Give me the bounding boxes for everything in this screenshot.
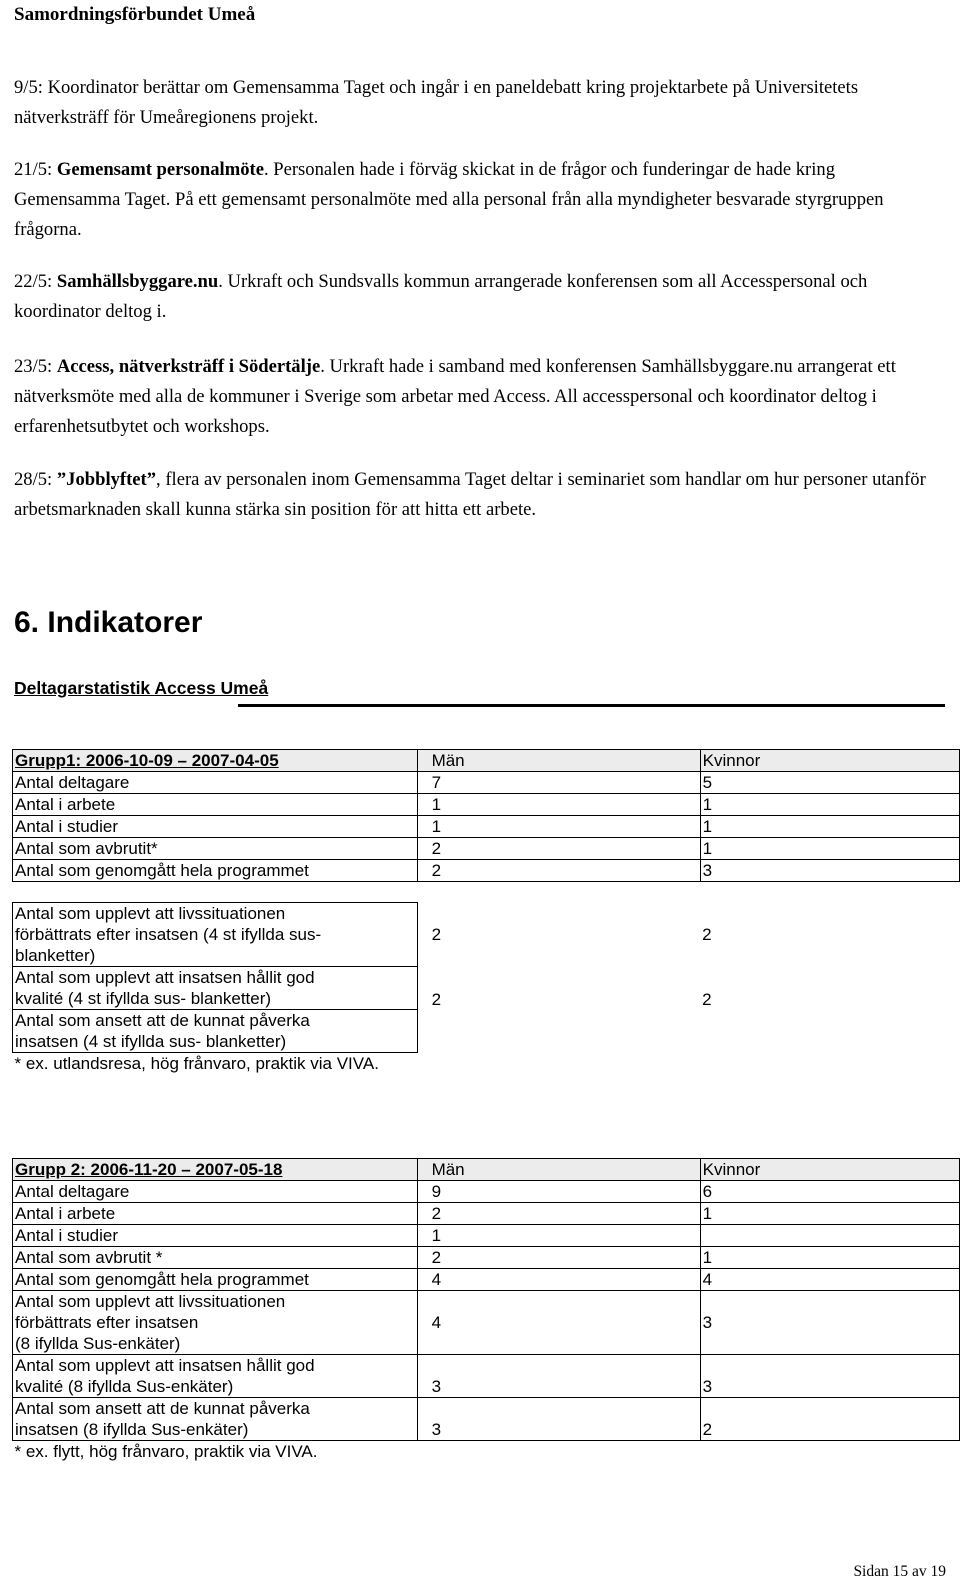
column-header-women: Kvinnor <box>700 750 959 772</box>
row-label: Antal deltagare <box>13 772 418 794</box>
paragraph-bold-title: Samhällsbyggare.nu <box>56 271 219 292</box>
column-header-women: Kvinnor <box>700 1159 959 1181</box>
row-label-line: insatsen (8 ifyllda Sus-enkäter) <box>15 1420 249 1439</box>
cell-women: 1 <box>700 1247 959 1269</box>
cell-men: 2 <box>417 860 700 882</box>
row-label-line: förbättrats efter insatsen (4 st ifyllda sus- <box>15 925 322 944</box>
row-label: Antal i studier <box>13 1225 418 1247</box>
cell-women: 1 <box>700 1203 959 1225</box>
row-label-line: blanketter) <box>15 946 96 965</box>
row-label-line: Antal som upplevt att livssituationen <box>15 904 286 923</box>
cell-men: 4 <box>417 1291 700 1355</box>
section-subheading: Deltagarstatistik Access Umeå <box>14 678 269 698</box>
cell-men: 1 <box>417 1225 700 1247</box>
paragraph-date: 28/5: <box>14 469 57 490</box>
table-footnote-row <box>13 1053 960 1075</box>
footnote: * ex. flytt, hög frånvaro, praktik via VIVA. <box>14 1442 318 1461</box>
cell-men: 4 <box>417 1269 700 1291</box>
paragraph-9-5 <box>14 73 944 133</box>
cell-women: 4 <box>700 1269 959 1291</box>
section-heading: 6. Indikatorer <box>14 606 203 639</box>
paragraph-bold-title: Gemensamt personalmöte <box>56 159 264 180</box>
table-row <box>13 1247 960 1269</box>
table-header-row <box>13 750 960 772</box>
table-row <box>13 1355 960 1398</box>
paragraph-23-5 <box>14 352 944 442</box>
cell-men: 2 <box>417 1247 700 1269</box>
row-label <box>13 1010 418 1053</box>
row-label <box>13 1355 418 1398</box>
cell-women: 3 <box>700 1291 959 1355</box>
table-header-row <box>13 1159 960 1181</box>
paragraph-28-5 <box>14 465 944 525</box>
row-label-line: Antal som upplevt att insatsen hållit god <box>15 1356 315 1375</box>
row-label: Antal som genomgått hela programmet <box>13 860 418 882</box>
cell-women <box>700 1225 959 1247</box>
row-label: Antal i arbete <box>13 794 418 816</box>
row-label <box>13 1398 418 1441</box>
footnote: * ex. utlandsresa, hög frånvaro, praktik via VIVA. <box>14 1054 379 1073</box>
group-title: Grupp 2: 2006-11-20 – 2007-05-18 <box>13 1159 418 1181</box>
cell-men: 1 <box>417 816 700 838</box>
table-footnote-row <box>13 1441 960 1463</box>
paragraph-text: . Personalen hade i förväg skickat in de frågor och funderingar de hade kring Gemensamma Taget. På ett gemensamt personalmöte med alla personal från alla myndigheter besvarade styrgruppen frågorna. <box>14 159 884 240</box>
paragraph-21-5 <box>14 155 944 245</box>
row-label: Antal deltagare <box>13 1181 418 1203</box>
paragraph-22-5 <box>14 267 944 327</box>
table-row <box>13 794 960 816</box>
row-label: Antal som avbrutit * <box>13 1247 418 1269</box>
cell-women: 2 <box>700 1398 959 1441</box>
row-label-line: kvalité (4 st ifyllda sus- blanketter) <box>15 989 272 1008</box>
cell-men: 9 <box>417 1181 700 1203</box>
group1-table <box>12 749 960 1074</box>
cell-men: 2 <box>431 925 442 944</box>
table-row <box>13 1181 960 1203</box>
cell-men: 3 <box>417 1398 700 1441</box>
paragraph-date: 21/5: <box>14 159 57 180</box>
table-row <box>13 816 960 838</box>
row-label-line: Antal som ansett att de kunnat påverka <box>15 1399 310 1418</box>
cell-women: 3 <box>700 1355 959 1398</box>
paragraph-date: 22/5: <box>14 271 57 292</box>
cell-women: 1 <box>700 794 959 816</box>
paragraph-text: . Urkraft och Sundsvalls kommun arrangerade konferensen som all Accesspersonal och koordinator deltog i. <box>14 271 868 322</box>
paragraph-text: 9/5: Koordinator berättar om Gemensamma Taget och ingår i en paneldebatt kring projektarbete på Universitetets nätverksträff för Umeåregionens projekt. <box>14 77 859 128</box>
table-row <box>13 1291 960 1355</box>
cell-women: 5 <box>700 772 959 794</box>
page-number: Sidan 15 av 19 <box>853 1563 946 1580</box>
group2-table <box>12 1158 960 1462</box>
row-label-line: kvalité (8 ifyllda Sus-enkäter) <box>15 1377 234 1396</box>
column-header-men: Män <box>417 1159 700 1181</box>
paragraph-text: , flera av personalen inom Gemensamma Taget deltar i seminariet som handlar om hur personer utanför arbetsmarknaden skall kunna stärka sin position för att hitta ett arbete. <box>14 469 926 520</box>
table-row <box>13 772 960 794</box>
paragraph-bold-title: Access, nätverksträff i Södertälje <box>56 356 321 377</box>
paragraph-text: . Urkraft hade i samband med konferensen Samhällsbyggare.nu arrangerat ett nätverksmöte med alla de kommuner i Sverige som arbetar med Access. All accesspersonal och koordinator deltog i erfarenhetsutbytet och workshops. <box>14 356 896 437</box>
row-label <box>13 903 418 967</box>
table-row <box>13 1010 960 1053</box>
row-label: Antal i arbete <box>13 1203 418 1225</box>
row-label-line: insatsen (4 st ifyllda sus- blanketter) <box>15 1032 287 1051</box>
table-row <box>13 967 960 1010</box>
table-row <box>13 838 960 860</box>
row-label-line: förbättrats efter insatsen <box>15 1313 199 1332</box>
paragraph-date: 23/5: <box>14 356 57 377</box>
cell-men: 3 <box>417 1355 700 1398</box>
cell-men: 7 <box>417 772 700 794</box>
column-header-men: Män <box>417 750 700 772</box>
cell-women: 2 <box>702 925 712 944</box>
row-label <box>13 1291 418 1355</box>
row-label-line: (8 ifyllda Sus-enkäter) <box>15 1334 181 1353</box>
group-title: Grupp1: 2006-10-09 – 2007-04-05 <box>13 750 418 772</box>
cell-women: 2 <box>702 989 712 1009</box>
table-spacer-row <box>13 882 960 903</box>
paragraph-bold-title: ”Jobblyftet” <box>56 469 157 490</box>
cell-men: 2 <box>417 838 700 860</box>
table-row <box>13 1269 960 1291</box>
table-row <box>13 1225 960 1247</box>
row-label: Antal som genomgått hela programmet <box>13 1269 418 1291</box>
cell-men: 1 <box>417 794 700 816</box>
cell-men <box>417 1010 700 1053</box>
row-label: Antal i studier <box>13 816 418 838</box>
cell-women: 3 <box>700 860 959 882</box>
cell-women: 1 <box>700 838 959 860</box>
table-row <box>13 860 960 882</box>
row-label-line: Antal som ansett att de kunnat påverka <box>15 1011 310 1030</box>
cell-women <box>700 1010 959 1053</box>
row-label <box>13 967 418 1010</box>
cell-women: 1 <box>700 816 959 838</box>
row-label-line: Antal som upplevt att insatsen hållit god <box>15 968 315 987</box>
cell-men: 2 <box>431 989 442 1009</box>
table-row <box>13 1203 960 1225</box>
cell-women: 6 <box>700 1181 959 1203</box>
table-row <box>13 903 960 967</box>
row-label: Antal som avbrutit* <box>13 838 418 860</box>
cell-men: 2 <box>417 1203 700 1225</box>
row-label-line: Antal som upplevt att livssituationen <box>15 1292 286 1311</box>
document-header: Samordningsförbundet Umeå <box>14 4 256 25</box>
heading-rule <box>238 704 945 707</box>
table-row <box>13 1398 960 1441</box>
